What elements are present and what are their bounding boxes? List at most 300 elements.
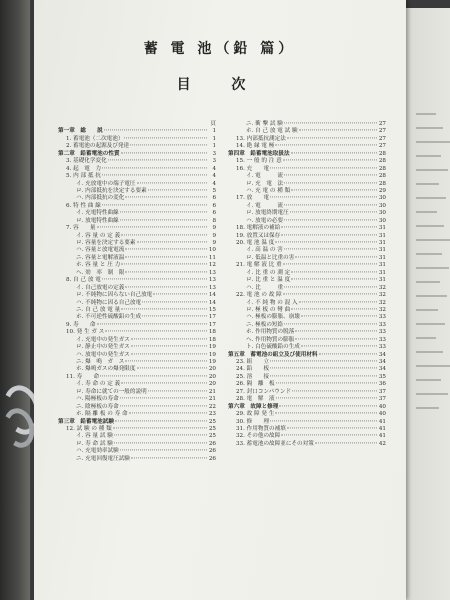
dot-leader bbox=[113, 427, 207, 428]
toc-page-number: 33 bbox=[378, 329, 386, 336]
toc-entry-title: 第六章 故障と修理 bbox=[228, 403, 279, 410]
toc-page-number: 18 bbox=[208, 329, 216, 336]
dot-leader bbox=[97, 323, 208, 324]
adjacent-page-line bbox=[416, 155, 441, 157]
toc-page-number: 33 bbox=[378, 314, 386, 321]
toc-entry-title: 4. 起 電 力 bbox=[66, 165, 102, 172]
dot-leader bbox=[319, 353, 377, 354]
toc-entry-title: イ. 寿 命 の 定 義 bbox=[76, 381, 121, 388]
adjacent-page-line bbox=[416, 295, 447, 297]
dot-leader bbox=[291, 271, 377, 272]
toc-entry-title: 18. 電解液の補給 bbox=[236, 225, 281, 232]
toc-page-number: 34 bbox=[378, 359, 386, 365]
toc-page-number: 29 bbox=[378, 187, 386, 194]
toc-entry bbox=[228, 433, 386, 440]
toc-page-number: 21 bbox=[208, 388, 216, 395]
toc-page-number: 1 bbox=[212, 143, 216, 150]
dot-leader bbox=[283, 264, 377, 265]
toc-page-number: 17 bbox=[208, 321, 216, 328]
dot-leader bbox=[281, 227, 377, 228]
dot-leader bbox=[275, 241, 377, 242]
toc-page-number: 30 bbox=[378, 195, 386, 202]
toc-entry-title: 第三章 鉛蓄電池試験 bbox=[58, 418, 114, 425]
adjacent-page-line bbox=[416, 211, 437, 213]
toc-chapter-entry bbox=[228, 404, 386, 411]
toc-entry bbox=[228, 329, 386, 336]
toc-entry-title: 14. 絶 縁 電 極 bbox=[236, 143, 275, 150]
toc-page-number: 25 bbox=[208, 418, 216, 425]
toc-entry-title: 30. 修 理 bbox=[236, 418, 270, 425]
toc-entry-title: 25. 溶 接 bbox=[236, 373, 270, 380]
dot-leader bbox=[315, 442, 377, 443]
toc-entry bbox=[228, 396, 386, 403]
dot-leader bbox=[125, 249, 207, 250]
toc-entry bbox=[228, 173, 386, 180]
toc-page-number: 25 bbox=[208, 433, 216, 440]
toc-page-number: 4 bbox=[212, 165, 216, 172]
dot-leader bbox=[291, 189, 377, 190]
toc-entry-title: ハ. 容量と放電電流 bbox=[76, 247, 125, 254]
toc-entry bbox=[58, 247, 216, 254]
toc-page-number: 31 bbox=[378, 247, 386, 254]
toc-entry-title: ヘ. 効 率 制 限 bbox=[76, 269, 125, 276]
toc-page-number: 28 bbox=[378, 158, 386, 165]
toc-entry-title: イ. 充電中の発生ガス bbox=[76, 336, 130, 343]
toc-entry-title: 20. 電 池 温 度 bbox=[236, 240, 275, 246]
toc-entry bbox=[58, 173, 216, 180]
dot-leader bbox=[276, 383, 377, 384]
toc-entry bbox=[58, 404, 216, 411]
dot-leader bbox=[284, 323, 377, 324]
dot-leader bbox=[108, 160, 207, 161]
toc-entry-title: イ. 電 流 bbox=[246, 202, 284, 209]
toc-entry-title: ハ. 放電の必要 bbox=[246, 217, 284, 224]
dot-leader bbox=[284, 249, 377, 250]
toc-entry-title: ニ. 極板の短絡 bbox=[246, 321, 284, 328]
toc-page-number: 41 bbox=[378, 418, 386, 425]
toc-entry-title: 21. 電 解 液 比 重 bbox=[236, 262, 282, 269]
toc-page-number: 11 bbox=[208, 254, 216, 261]
dot-leader bbox=[301, 346, 377, 347]
toc-entry-title: ホ. 自 己 放 電 試 験 bbox=[246, 128, 298, 135]
toc-entry bbox=[228, 233, 386, 240]
dot-leader bbox=[291, 308, 377, 309]
toc-entry-title: ロ. 寿 命 試 験 bbox=[76, 440, 113, 447]
toc-entry-title: ニ. 自 己 放 電 量 bbox=[76, 306, 121, 313]
adjacent-page-line bbox=[416, 169, 448, 171]
toc-chapter-entry bbox=[58, 128, 216, 135]
toc-page-number: 19 bbox=[208, 359, 216, 365]
dot-leader bbox=[131, 346, 207, 347]
dot-leader bbox=[291, 279, 377, 280]
toc-page-number: 32 bbox=[378, 284, 386, 291]
toc-page-number: 14 bbox=[208, 299, 216, 306]
toc-entry-title: 33. 蓄電池の故障並にその対策 bbox=[236, 440, 314, 447]
toc-page-number: 6 bbox=[212, 210, 216, 217]
toc-page-number: 4 bbox=[212, 173, 216, 180]
toc-page-number: 34 bbox=[378, 351, 386, 358]
dot-leader bbox=[284, 174, 377, 175]
toc-entry bbox=[228, 128, 386, 135]
dot-leader bbox=[279, 405, 377, 406]
toc-entry-title: ホ. 作用物質の脱落 bbox=[246, 329, 295, 336]
toc-page-number: 19 bbox=[208, 351, 216, 358]
toc-page-number: 31 bbox=[378, 232, 386, 239]
toc-page-number: 20 bbox=[208, 366, 216, 373]
toc-entry-title: ハ. 極板の膨脹、崩壊 bbox=[246, 314, 300, 321]
toc-entry-title: 27. 封口コンパウンド bbox=[236, 388, 292, 395]
toc-entry-title: イ. 電 流 bbox=[246, 173, 284, 180]
toc-page-number: 18 bbox=[208, 336, 216, 343]
toc-page-number: 33 bbox=[378, 336, 386, 343]
dot-leader bbox=[295, 256, 377, 257]
toc-entry-title: イ. 自己放電の定義 bbox=[76, 284, 125, 291]
adjacent-page-line bbox=[416, 183, 439, 185]
toc-entry-title: 第一章 総 説 bbox=[58, 128, 103, 135]
toc-entry-title: 24. 鉛 板 bbox=[236, 366, 270, 373]
toc-page-number: 32 bbox=[378, 292, 386, 299]
toc-entry bbox=[228, 181, 386, 188]
toc-entry bbox=[58, 181, 216, 188]
toc-entry-title: 10. 発 生 ガ ス bbox=[66, 329, 105, 336]
dot-leader bbox=[121, 308, 207, 309]
toc-entry-title: 15. 一 般 的 注 意 bbox=[236, 158, 282, 165]
toc-entry-title: ロ. 不純物に因らない自己放電 bbox=[76, 292, 153, 299]
toc-entry-title: 23. 組 立 bbox=[236, 359, 270, 365]
adjacent-page-line bbox=[416, 225, 444, 227]
toc-page-number: 32 bbox=[378, 306, 386, 313]
adjacent-page-line bbox=[416, 323, 445, 325]
toc-page-number: 40 bbox=[378, 411, 386, 418]
toc-entry bbox=[58, 329, 216, 336]
toc-page-number: 30 bbox=[378, 217, 386, 224]
toc-entry-title: 2. 蓄電池の起源及び発達 bbox=[66, 143, 130, 150]
adjacent-page-line bbox=[416, 141, 450, 143]
toc-entry bbox=[228, 225, 386, 232]
dot-leader bbox=[284, 182, 377, 183]
toc-entry-title: ハ. 不純物に因る自己放電 bbox=[76, 299, 142, 306]
toc-entry bbox=[58, 314, 216, 321]
dot-leader bbox=[291, 152, 377, 153]
toc-entry bbox=[58, 300, 216, 307]
toc-page-number: 31 bbox=[378, 225, 386, 232]
dot-leader bbox=[124, 137, 207, 138]
toc-page-number: 22 bbox=[208, 403, 216, 410]
toc-page-number: 1 bbox=[212, 135, 216, 142]
toc-page-number: 5 bbox=[212, 187, 216, 194]
toc-entry bbox=[228, 247, 386, 254]
toc-entry-title: ハ. 放電中の発生ガス bbox=[76, 351, 130, 358]
dot-leader bbox=[125, 256, 207, 257]
toc-page-number: 13 bbox=[208, 277, 216, 284]
toc-entry-title: イ. 容 量 試 験 bbox=[76, 433, 113, 440]
toc-entry-title: イ. 充電特性曲線 bbox=[76, 210, 119, 217]
toc-page-number: 26 bbox=[208, 455, 216, 462]
toc-page-number: 6 bbox=[212, 195, 216, 202]
toc-page-number: 9 bbox=[212, 225, 216, 232]
toc-entry-title: ホ. 爆鳴ガスの爆発限度 bbox=[76, 366, 136, 373]
toc-page-number: 14 bbox=[208, 292, 216, 299]
dot-leader bbox=[114, 442, 207, 443]
toc-entry-title: 28. 電 解 液 bbox=[236, 396, 275, 403]
toc-chapter-entry bbox=[58, 419, 216, 426]
toc-page-number: 3 bbox=[212, 158, 216, 165]
toc-entry bbox=[58, 158, 216, 165]
toc-entry-title: ロ. 充 電 法 bbox=[246, 180, 284, 187]
toc-page-number: 27 bbox=[378, 128, 386, 135]
dot-leader bbox=[105, 331, 207, 332]
adjacent-page-line bbox=[416, 267, 449, 269]
dot-leader bbox=[120, 450, 207, 451]
adjacent-page-line bbox=[416, 309, 438, 311]
dot-leader bbox=[290, 212, 377, 213]
toc-page-number: 15 bbox=[208, 306, 216, 313]
dot-leader bbox=[299, 301, 377, 302]
toc-entry-title: ニ. 爆 鳴 ガ ス bbox=[76, 359, 125, 365]
toc-page-number: 27 bbox=[378, 143, 386, 150]
toc-entry-title: ロ. 寿命に就ての一般的説明 bbox=[76, 388, 147, 395]
toc-entry-title: ニ. 容量と電解液温 bbox=[76, 254, 125, 261]
toc-entry-title: ハ. 充電効率試験 bbox=[76, 448, 119, 455]
toc-entry bbox=[58, 143, 216, 150]
toc-entry-title: イ. 充放電中の端子電圧 bbox=[76, 180, 136, 187]
toc-entry-title: 13. 内部抵抗測定法 bbox=[236, 135, 286, 142]
dot-leader bbox=[131, 457, 207, 458]
dot-leader bbox=[284, 219, 377, 220]
toc-entry-title: 第二章 鉛蓄電池の性質 bbox=[58, 150, 120, 157]
dot-leader bbox=[100, 375, 207, 376]
dot-leader bbox=[295, 331, 377, 332]
toc-page-number: 9 bbox=[212, 240, 216, 246]
toc-entry bbox=[58, 337, 216, 344]
toc-page-number: 30 bbox=[378, 210, 386, 217]
toc-page-number: 21 bbox=[208, 396, 216, 403]
toc-entry bbox=[58, 396, 216, 403]
toc-page-number: 42 bbox=[378, 440, 386, 447]
toc-page-number: 41 bbox=[378, 433, 386, 440]
adjacent-page-line bbox=[416, 127, 443, 129]
toc-page-number: 8 bbox=[212, 217, 216, 224]
toc-page-number: 13 bbox=[208, 269, 216, 276]
toc-entry-title: 3. 基礎化学変化 bbox=[66, 158, 107, 165]
dot-leader bbox=[287, 137, 377, 138]
toc-column-right bbox=[228, 121, 386, 448]
toc-page-number: 20 bbox=[208, 381, 216, 388]
dot-leader bbox=[270, 360, 377, 361]
toc-entry bbox=[58, 285, 216, 292]
dot-leader bbox=[129, 412, 207, 413]
dot-leader bbox=[102, 279, 207, 280]
toc-page-number: 26 bbox=[208, 440, 216, 447]
dot-leader bbox=[131, 353, 207, 354]
toc-entry bbox=[228, 411, 386, 418]
toc-page-number: 30 bbox=[378, 202, 386, 209]
dot-leader bbox=[121, 234, 207, 235]
dot-leader bbox=[281, 435, 377, 436]
page-column-label: 頁 bbox=[210, 121, 216, 127]
toc-entry bbox=[228, 210, 386, 217]
toc-entry bbox=[58, 233, 216, 240]
toc-entry-title: ニ. 充電回復電圧試験 bbox=[76, 455, 130, 462]
toc-page-number: 34 bbox=[378, 366, 386, 373]
dot-leader bbox=[121, 264, 207, 265]
toc-page-number: 12 bbox=[208, 262, 216, 269]
toc-entry-title: 26. 隔 離 板 bbox=[236, 381, 275, 388]
dot-leader bbox=[283, 293, 377, 294]
toc-entry-title: 22. 電 池 の 故 障 bbox=[236, 292, 282, 299]
toc-page-number: 27 bbox=[378, 121, 386, 127]
toc-entry bbox=[58, 262, 216, 269]
toc-entry bbox=[228, 441, 386, 448]
toc-entry-title: ロ. 静止中の発生ガス bbox=[76, 344, 130, 351]
toc-entry-title: 31. 作用物質の補填 bbox=[236, 425, 286, 432]
toc-page-number: 27 bbox=[378, 135, 386, 142]
toc-entry-title: ニ. 陰極板の寿命 bbox=[76, 403, 119, 410]
adjacent-page-line bbox=[416, 393, 448, 395]
dot-leader bbox=[270, 375, 377, 376]
dot-leader bbox=[299, 130, 377, 131]
toc-entry-title: ハ. 陽極板の寿命 bbox=[76, 396, 119, 403]
toc-entry bbox=[228, 277, 386, 284]
adjacent-page-line bbox=[416, 407, 439, 409]
dot-leader bbox=[102, 174, 207, 175]
toc-entry bbox=[58, 218, 216, 225]
toc-entry bbox=[58, 448, 216, 455]
toc-page-number: 17 bbox=[208, 314, 216, 321]
toc-page-number: 6 bbox=[212, 202, 216, 209]
dot-leader bbox=[142, 316, 207, 317]
dot-leader bbox=[120, 405, 207, 406]
dot-leader bbox=[137, 368, 208, 369]
toc-page-number: 20 bbox=[208, 373, 216, 380]
dot-leader bbox=[295, 338, 377, 339]
toc-entry bbox=[228, 166, 386, 173]
dot-leader bbox=[130, 145, 207, 146]
document-page bbox=[34, 0, 406, 600]
toc-entry bbox=[228, 366, 386, 373]
toc-entry-title: ロ. 放電終期電圧 bbox=[246, 210, 289, 217]
toc-entry-title: ハ. 比 重 bbox=[246, 284, 284, 291]
toc-chapter-entry bbox=[228, 352, 386, 359]
dot-leader bbox=[153, 293, 207, 294]
toc-page-number: 13 bbox=[208, 284, 216, 291]
toc-entry bbox=[228, 300, 386, 307]
toc-entry bbox=[228, 419, 386, 426]
toc-entry bbox=[228, 292, 386, 299]
toc-entry-title: ロ. 放電特性曲線 bbox=[76, 217, 119, 224]
binder-edge bbox=[0, 0, 30, 600]
toc-entry bbox=[228, 158, 386, 165]
adjacent-page-line bbox=[416, 351, 443, 353]
adjacent-page-line bbox=[416, 337, 436, 339]
toc-entry-title: 1. 蓄電池（二次電池） bbox=[66, 135, 124, 142]
dot-leader bbox=[292, 390, 377, 391]
adjacent-page-line bbox=[416, 113, 436, 115]
toc-page-number: 9 bbox=[212, 232, 216, 239]
toc-entry-title: ホ. 隔 離 板 の 寿 命 bbox=[76, 411, 128, 418]
toc-entry bbox=[58, 210, 216, 217]
toc-entry bbox=[58, 456, 216, 463]
toc-entry-title: ロ. 低温と比重の害 bbox=[246, 254, 295, 261]
toc-entry-title: ニ. 衝 撃 試 験 bbox=[246, 121, 283, 127]
dot-leader bbox=[148, 390, 207, 391]
dot-leader bbox=[270, 197, 377, 198]
dot-leader bbox=[125, 197, 207, 198]
toc-entry-title: ホ. 不可逆性硫酸鉛の生成 bbox=[76, 314, 142, 321]
toc-entry bbox=[228, 262, 386, 269]
toc-entry bbox=[228, 337, 386, 344]
toc-entry-title: ヘ. 作用物質の膨脹 bbox=[246, 336, 295, 343]
toc-page-number: 3 bbox=[212, 150, 216, 157]
toc-entry bbox=[58, 225, 216, 232]
dot-leader bbox=[125, 360, 207, 361]
dot-leader bbox=[137, 182, 208, 183]
toc-page-number: 28 bbox=[378, 173, 386, 180]
toc-entry-title: イ. 容 量 の 定 義 bbox=[76, 232, 121, 239]
toc-entry-title: 第四章 鉛蓄電池取扱法 bbox=[228, 150, 290, 157]
toc-page-number: 26 bbox=[208, 448, 216, 455]
dot-leader bbox=[142, 301, 207, 302]
toc-entry bbox=[228, 381, 386, 388]
toc-page-number: 1 bbox=[212, 128, 216, 135]
toc-page-number: 23 bbox=[208, 411, 216, 418]
dot-leader bbox=[125, 286, 207, 287]
toc-entry-title: ハ. 充 電 の 種 類 bbox=[246, 187, 291, 194]
dot-leader bbox=[131, 338, 207, 339]
dot-leader bbox=[120, 219, 207, 220]
toc-page-number: 31 bbox=[378, 254, 386, 261]
dot-leader bbox=[301, 316, 377, 317]
toc-entry bbox=[58, 366, 216, 373]
toc-page-number: 40 bbox=[378, 403, 386, 410]
dot-leader bbox=[281, 234, 377, 235]
toc-page-number: 10 bbox=[208, 247, 216, 254]
document-title: 蓄 電 池（鉛 篇） bbox=[143, 41, 297, 57]
toc-page-number: 28 bbox=[378, 150, 386, 157]
dot-leader bbox=[97, 227, 208, 228]
adjacent-page-line bbox=[416, 379, 441, 381]
toc-entry bbox=[58, 195, 216, 202]
dot-leader bbox=[276, 398, 377, 399]
dot-leader bbox=[114, 435, 207, 436]
toc-entry bbox=[58, 344, 216, 351]
toc-heading: 目 次 bbox=[176, 77, 264, 93]
toc-page-number: 41 bbox=[378, 425, 386, 432]
toc-entry bbox=[58, 433, 216, 440]
toc-page-number: 19 bbox=[208, 344, 216, 351]
toc-page-number: 36 bbox=[378, 381, 386, 388]
toc-entry-title: 17. 放 電 bbox=[236, 195, 270, 202]
toc-entry-title: イ. 比 重 の 測 定 bbox=[246, 269, 291, 276]
toc-page-number: 31 bbox=[378, 262, 386, 269]
toc-entry-title: 16. 充 電 bbox=[236, 165, 270, 172]
toc-entry-title: 第五章 蓄電池の組立及び使用材料 bbox=[228, 351, 318, 358]
toc-entry-title: 19. 放置又は保存 bbox=[236, 232, 281, 239]
toc-entry bbox=[228, 344, 386, 351]
adjacent-page-line bbox=[416, 197, 446, 199]
toc-entry-title: イ. 不 純 物 の 混 入 bbox=[246, 299, 298, 306]
dot-leader bbox=[120, 398, 207, 399]
toc-entry-title: 8. 自 己 放 電 bbox=[66, 277, 101, 284]
toc-entry bbox=[58, 381, 216, 388]
dot-leader bbox=[120, 212, 207, 213]
toc-page-number: 31 bbox=[378, 277, 386, 284]
adjacent-page-line bbox=[416, 365, 450, 367]
toc-page-number: 31 bbox=[378, 240, 386, 246]
toc-entry-title: 12. 試 験 の 種 類 bbox=[66, 425, 112, 432]
toc-page-number: 32 bbox=[378, 299, 386, 306]
toc-entry-title: ロ. 極 板 の 彎 曲 bbox=[246, 306, 291, 313]
